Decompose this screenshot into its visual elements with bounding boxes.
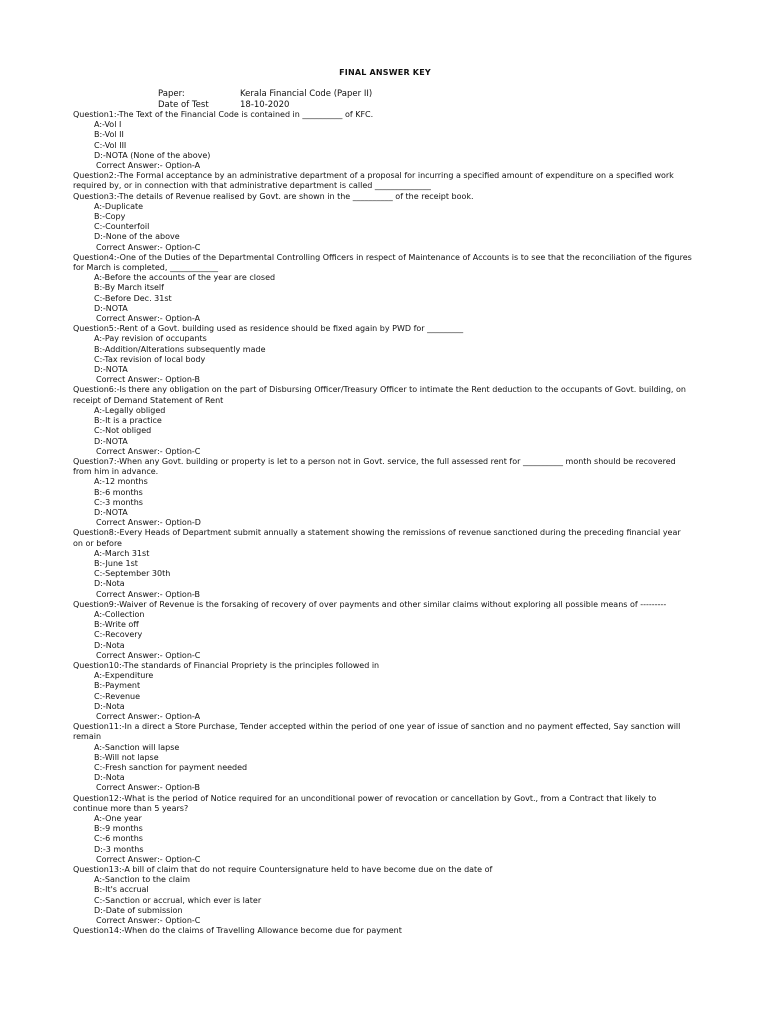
option-item: A:-March 31st [94,548,150,558]
question-text: Question6:-Is there any obligation on the part of Disbursing Officer/Treasury Officer to intimate the Rent deduction to the occupants of Govt. building, on receipt of Demand Statement of Rent [73,385,686,405]
correct-answer: Correct Answer:- Option-C [96,242,201,252]
question-block [73,171,693,191]
correct-answer: Correct Answer:- Option-C [96,446,201,456]
correct-answer: Correct Answer:- Option-C [96,854,201,864]
correct-answer: Correct Answer:- Option-C [96,650,201,660]
option-item: C:-Sanction or accrual, which ever is later [94,895,262,905]
option-item: B:-It's accrual [94,885,149,895]
option-item: D:-NOTA (None of the above) [94,150,211,160]
option-item: A:-Vol I [94,120,122,130]
question-block [73,722,693,793]
option-item: D:-Nota [94,701,125,711]
option-item: D:-Date of submission [94,905,183,915]
option-item: D:-NOTA [94,365,128,375]
option-item: C:-Recovery [94,630,143,640]
option-item: B:-By March itself [94,283,164,293]
question-text: Question9:-Waiver of Revenue is the forsaking of recovery of over payments and other similar claims without exploring all possible means of --------- [73,599,667,609]
question-block [73,600,693,661]
correct-answer: Correct Answer:- Option-D [96,518,201,528]
option-item: D:-Nota [94,640,125,650]
question-text: Question2:-The Formal acceptance by an administrative department of a proposal for incurring a specified amount of expenditure on a specified work required by, or in connection with that administrative department is called ______________ [73,171,674,191]
question-block [73,457,693,528]
question-block [73,661,693,722]
question-text: Question10:-The standards of Financial Propriety is the principles followed in [73,660,380,670]
option-item: C:-September 30th [94,569,171,579]
question-text: Question12:-What is the period of Notice required for an unconditional power of revocation or cancellation by Govt., from a Contract that likely to continue more than 5 years? [73,793,657,813]
question-block [73,794,693,865]
option-item: A:-One year [94,814,142,824]
question-text: Question3:-The details of Revenue realised by Govt. are shown in the __________ of the receipt book. [73,191,474,201]
option-item: B:-Copy [94,212,126,222]
option-item: A:-12 months [94,477,148,487]
option-item: C:-Tax revision of local body [94,354,206,364]
option-item: A:-Sanction will lapse [94,742,180,752]
question-text: Question13:-A bill of claim that do not require Countersignature held to have become due on the date of [73,865,493,875]
option-item: A:-Collection [94,609,145,619]
question-text: Question8:-Every Heads of Department submit annually a statement showing the remissions of revenue sanctioned during the preceding financial year on or before [73,528,681,548]
option-item: D:-3 months [94,844,144,854]
option-item: C:-Not obliged [94,426,152,436]
option-item: C:-Fresh sanction for payment needed [94,763,248,772]
option-item: A:-Legally obliged [94,405,166,415]
question-block [73,192,693,253]
option-item: B:-June 1st [94,558,138,568]
question-block [73,528,693,599]
question-text: Question11:-In a direct a Store Purchase, Tender accepted within the period of one year of issue of sanction and no payment effected, Say sanction will remain [73,722,681,742]
option-item: C:-Counterfoil [94,222,150,232]
option-item: B:-9 months [94,824,143,834]
question-block [73,865,693,926]
option-item: D:-Nota [94,773,125,783]
option-item: A:-Pay revision of occupants [94,334,207,344]
correct-answer: Correct Answer:- Option-A [96,314,201,324]
question-block [73,253,693,324]
option-item: C:-Vol III [94,140,127,150]
correct-answer: Correct Answer:- Option-A [96,161,201,171]
question-list [73,110,693,936]
page-title: FINAL ANSWER KEY [339,68,431,77]
option-item: C:-Before Dec. 31st [94,293,172,303]
option-item: B:-Write off [94,620,139,630]
option-item: C:-3 months [94,497,143,507]
question-block [73,385,693,456]
paper-label: Paper: [158,89,185,99]
question-text: Question4:-One of the Duties of the Departmental Controlling Officers in respect of Maintenance of Accounts is to see that the reconciliation of the figures for March is completed, ____________ [73,252,692,273]
option-item: D:-NOTA [94,436,128,446]
question-text: Question5:-Rent of a Govt. building used as residence should be fixed again by PWD for _________ [73,324,464,334]
question-text: Question7:-When any Govt. building or property is let to a person not in Govt. service, the full assessed rent for __________ month should be recovered from him in advance. [73,456,676,477]
question-text: Question14:-When do the claims of Travelling Allowance become due for payment [73,926,402,936]
correct-answer: Correct Answer:- Option-A [96,711,201,721]
question-text: Question1:-The Text of the Financial Code is contained in __________ of KFC. [73,110,374,119]
option-item: B:-Addition/Alterations subsequently made [94,344,266,354]
option-item: B:-Vol II [94,130,124,140]
option-item: C:-Revenue [94,691,141,701]
option-item: B:-Payment [94,681,141,691]
paper-value: Kerala Financial Code (Paper II) [240,89,373,99]
correct-answer: Correct Answer:- Option-B [96,783,200,793]
option-item: D:-NOTA [94,303,128,313]
question-block [73,324,693,385]
date-label: Date of Test [158,100,209,110]
option-item: A:-Before the accounts of the year are closed [94,273,276,283]
question-block [73,926,693,936]
option-item: A:-Expenditure [94,671,154,681]
option-item: B:-It is a practice [94,416,162,426]
option-item: D:-None of the above [94,232,180,242]
correct-answer: Correct Answer:- Option-C [96,916,201,926]
option-item: B:-Will not lapse [94,752,159,762]
date-value: 18-10-2020 [240,100,290,110]
correct-answer: Correct Answer:- Option-B [96,375,200,385]
option-item: B:-6 months [94,487,143,497]
question-block [73,110,693,171]
correct-answer: Correct Answer:- Option-B [96,589,200,599]
option-item: D:-NOTA [94,507,128,517]
option-item: A:-Duplicate [94,201,144,211]
option-item: C:-6 months [94,834,143,844]
option-item: A:-Sanction to the claim [94,875,191,885]
option-item: D:-Nota [94,579,125,589]
